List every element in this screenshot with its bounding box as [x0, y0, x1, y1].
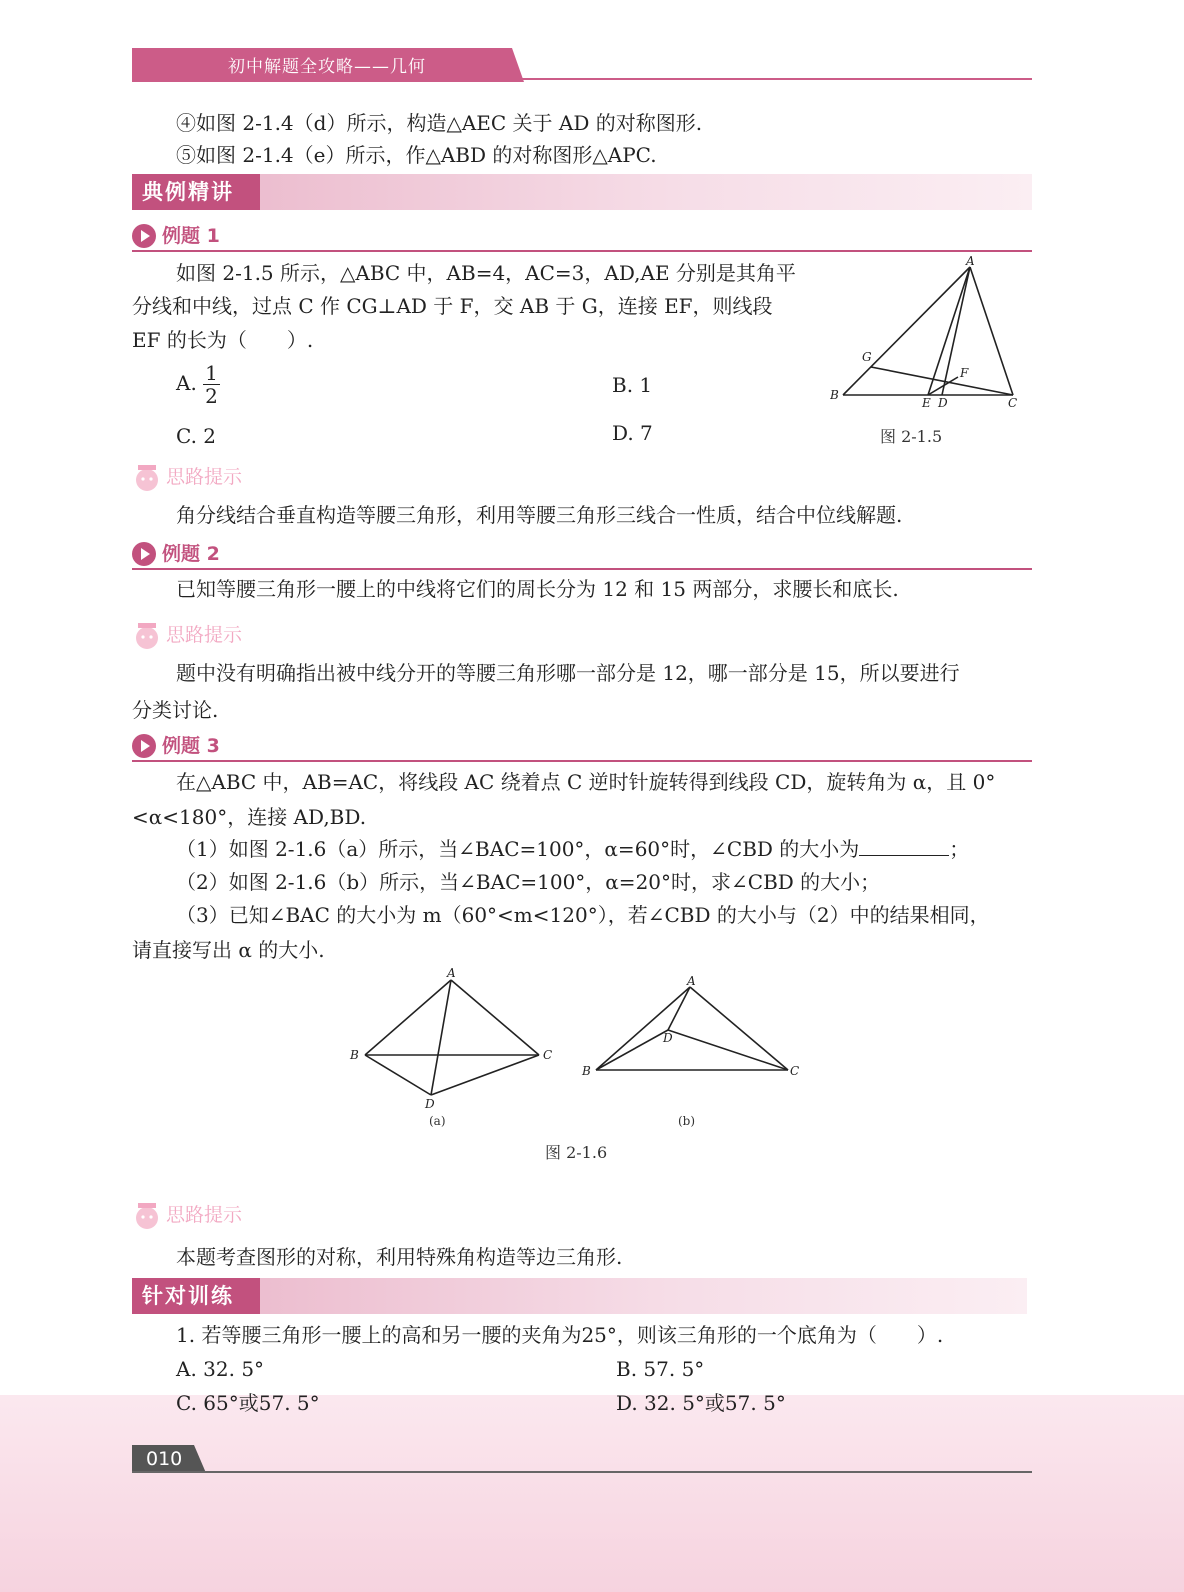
section-title: 典例精讲 [132, 174, 260, 210]
caption-b: (b) [678, 1114, 696, 1128]
label-b: B [582, 1064, 591, 1078]
label-d: D [938, 396, 948, 410]
example-3-question-3-line-2: 请直接写出 α 的大小. [132, 938, 325, 962]
hint-2-heading [132, 618, 332, 654]
hint-2-line-2: 分类讨论. [132, 698, 219, 722]
fraction-denominator: 2 [205, 384, 218, 408]
mascot-icon [132, 1200, 162, 1232]
side-ac [970, 267, 1013, 395]
header-title: 初中解题全攻略——几何 [228, 57, 426, 77]
side-ab [843, 267, 970, 395]
segment-bd [596, 1030, 668, 1070]
figure-2-1-6-b [578, 975, 808, 1130]
option-a [176, 362, 220, 407]
hint-3-text: 本题考查图形的对称，利用特殊角构造等边三角形. [176, 1245, 623, 1269]
example-3-question-2: （2）如图 2-1.6（b）所示，当∠BAC=100°，α=20°时，求∠CBD 的大小； [176, 870, 881, 894]
side-ac [451, 980, 539, 1055]
side-ac [690, 987, 788, 1070]
segment-cd [431, 1055, 539, 1095]
label-c: C [790, 1064, 800, 1078]
segment-cd [668, 1030, 788, 1070]
example-3-heading [132, 732, 1032, 762]
label-d: D [663, 1031, 673, 1045]
example-3-question-3-line-1: （3）已知∠BAC 的大小为 m（60°<m<120°），若∠CBD 的大小与（2）中的结果相同， [176, 903, 990, 927]
label-a: A [687, 975, 696, 988]
training-option-d: D. 32. 5°或57. 5° [616, 1391, 786, 1415]
segment-ad [668, 987, 690, 1030]
label-d: D [425, 1097, 435, 1111]
training-option-c: C. 65°或57. 5° [176, 1391, 320, 1415]
training-option-a: A. 32. 5° [176, 1357, 265, 1381]
figure-2-1-5 [830, 255, 1030, 415]
example-rule [132, 568, 1032, 570]
hint-3-heading [132, 1198, 332, 1234]
example-label: 例题 1 [162, 225, 220, 247]
figure-2-1-5-caption: 图 2-1.5 [880, 427, 943, 446]
option-d: D. 7 [612, 421, 653, 445]
option-b: B. 1 [612, 373, 653, 397]
example-1-line-1: 如图 2-1.5 所示，△ABC 中，AB=4，AC=3，AD,AE 分别是其角平 [176, 261, 796, 285]
play-icon [132, 734, 156, 758]
side-ab [596, 987, 690, 1070]
intro-line-4: ④如图 2-1.4（d）所示，构造△AEC 关于 AD 的对称图形. [176, 111, 703, 135]
figure-2-1-6-caption: 图 2-1.6 [545, 1143, 608, 1162]
segment-bd [365, 1055, 431, 1095]
example-3-line-1: 在△ABC 中，AB=AC，将线段 AC 绕着点 C 逆时针旋转得到线段 CD，旋转角为 α，且 0° [176, 770, 996, 794]
hint-2-line-1: 题中没有明确指出被中线分开的等腰三角形哪一部分是 12，哪一部分是 15，所以要进行 [176, 661, 960, 685]
question-1-text: （1）如图 2-1.6（a）所示，当∠BAC=100°，α=60°时，∠CBD 的大小为 [176, 837, 860, 861]
example-3-question-1 [176, 835, 969, 862]
section-bar-training [132, 1278, 1027, 1314]
play-icon [132, 542, 156, 566]
hint-label: 思路提示 [166, 624, 243, 646]
example-label: 例题 2 [162, 543, 220, 565]
label-f: F [960, 366, 969, 380]
caption-a: (a) [429, 1114, 446, 1128]
example-2-heading [132, 540, 1032, 570]
hint-label: 思路提示 [166, 466, 243, 488]
example-1-line-3: EF 的长为（ ）. [132, 328, 314, 352]
hint-label: 思路提示 [166, 1204, 243, 1226]
mascot-icon [132, 620, 162, 652]
label-g: G [862, 350, 872, 364]
label-a: A [447, 966, 456, 980]
intro-line-5: ⑤如图 2-1.4（e）所示，作△ABD 的对称图形△APC. [176, 143, 657, 167]
example-1-heading [132, 222, 1032, 252]
fraction-numerator: 1 [205, 361, 218, 385]
segment-ad [431, 980, 451, 1095]
mascot-icon [132, 462, 162, 494]
example-rule [132, 760, 1032, 762]
label-c: C [1008, 396, 1018, 410]
side-ab [365, 980, 451, 1055]
option-c: C. 2 [176, 424, 217, 448]
option-a-prefix: A. [176, 371, 197, 395]
training-question-1: 1. 若等腰三角形一腰上的高和另一腰的夹角为25°，则该三角形的一个底角为（ ）. [176, 1323, 944, 1347]
example-rule [132, 250, 1032, 252]
label-a: A [966, 255, 975, 268]
example-1-line-2: 分线和中线，过点 C 作 CG⊥AD 于 F，交 AB 于 G，连接 EF，则线段 [132, 294, 773, 318]
label-b: B [830, 388, 839, 402]
training-option-b: B. 57. 5° [616, 1357, 705, 1381]
example-3-line-2: <α<180°，连接 AD,BD. [132, 805, 367, 829]
example-label: 例题 3 [162, 735, 220, 757]
fraction [203, 362, 220, 407]
section-bar-examples [132, 174, 1032, 210]
play-icon [132, 224, 156, 248]
page-number: 010 [146, 1448, 183, 1470]
segment-cg [871, 367, 1013, 395]
example-2-text: 已知等腰三角形一腰上的中线将它们的周长分为 12 和 15 两部分，求腰长和底长. [176, 577, 899, 601]
label-b: B [350, 1048, 359, 1062]
bottom-tint [0, 1395, 1184, 1592]
hint-1-heading [132, 460, 332, 496]
answer-blank [859, 835, 949, 856]
footer-rule [132, 1471, 1032, 1473]
question-1-end: ； [949, 837, 970, 861]
label-c: C [543, 1048, 553, 1062]
header-rule [132, 78, 1032, 80]
label-e: E [922, 396, 931, 410]
section-title: 针对训练 [132, 1278, 260, 1314]
hint-1-text: 角分线结合垂直构造等腰三角形，利用等腰三角形三线合一性质，结合中位线解题. [176, 503, 903, 527]
figure-2-1-6-a [345, 965, 565, 1130]
